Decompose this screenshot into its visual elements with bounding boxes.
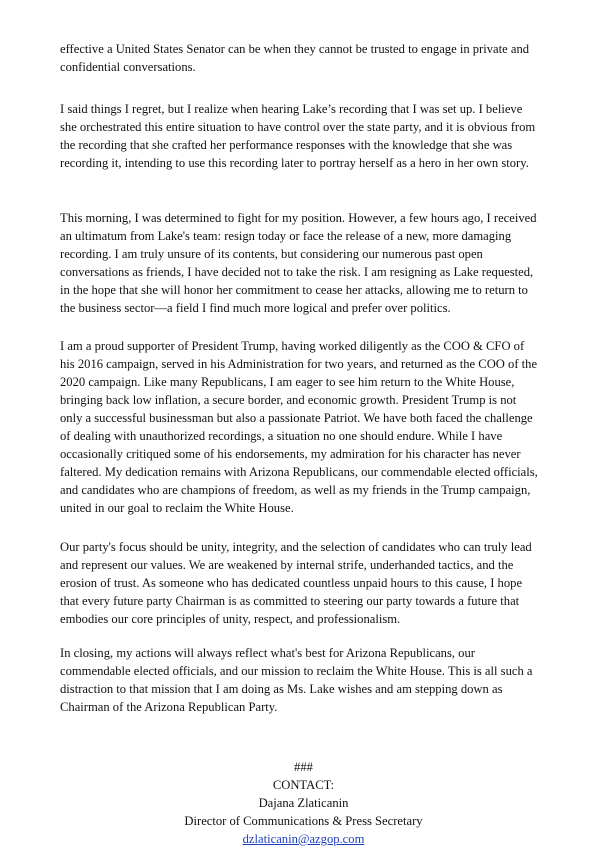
contact-heading: CONTACT:: [272, 778, 335, 792]
paragraph-5: Our party's focus should be unity, integrity, and the selection of candidates who can truly lead and represent our values. We are weakened by internal strife, underhanded tactics, and the erosion of trust. As someone who has dedicated countless unpaid hours to this cause, I hope that every future party Chairman is as committed to steering our party towards a future that embodies our core principles of unity, respect, and professionalism.: [60, 540, 532, 626]
paragraph-4: I am a proud supporter of President Trump, having worked diligently as the COO & CFO of his 2016 campaign, served in his Administration for two years, and returned as the COO of the 2020 campaign. Like many Republicans, I am eager to see him return to the White House, bringing back low inflation, a secure border, and economic growth. President Trump is not only a successful businessman but also a passionate Patriot. We have both faced the challenge of dealing with unauthorized recordings, a situation no one should endure. While I have occasionally critiqued some of his endorsements, my admiration for his character has never faltered. My dedication remains with Arizona Republicans, our commendable elected officials, and candidates who are champions of freedom, as well as my friends in the Trump campaign, united in our goal to reclaim the White House.: [60, 339, 538, 515]
paragraph-3: This morning, I was determined to fight for my position. However, a few hours ago, I received an ultimatum from Lake's team: resign today or face the release of a new, more damaging recording. I am truly unsure of its contents, but considering our numerous past open conversations as friends, I have decided not to take the risk. I am resigning as Lake requested, in the hope that she will honor her commitment to cease her attacks, allowing me to return to the business sector—a field I find much more logical and prefer over politics.: [60, 211, 537, 315]
section-separator: ###: [294, 760, 313, 774]
contact-block: [0, 758, 607, 848]
paragraph-6: In closing, my actions will always reflect what's best for Arizona Republicans, our commendable elected officials, and our mission to reclaim the White House. This is all such a distraction to that mission that I am doing as Ms. Lake wishes and am stepping down as Chairman of the Arizona Republican Party.: [60, 646, 533, 714]
contact-name: Dajana Zlaticanin: [258, 796, 349, 810]
contact-email-link[interactable]: dzlaticanin@azgop.com: [242, 832, 365, 846]
contact-title: Director of Communications & Press Secretary: [184, 814, 423, 828]
paragraph-1: effective a United States Senator can be when they cannot be trusted to engage in private and confidential conversations.: [60, 42, 530, 74]
paragraph-2: I said things I regret, but I realize when hearing Lake’s recording that I was set up. I believe she orchestrated this entire situation to have control over the state party, and it is obvious from the recording that she crafted her performance responses with the knowledge that she was recording it, intending to use this recording later to portray herself as a hero in her own story.: [60, 102, 536, 170]
